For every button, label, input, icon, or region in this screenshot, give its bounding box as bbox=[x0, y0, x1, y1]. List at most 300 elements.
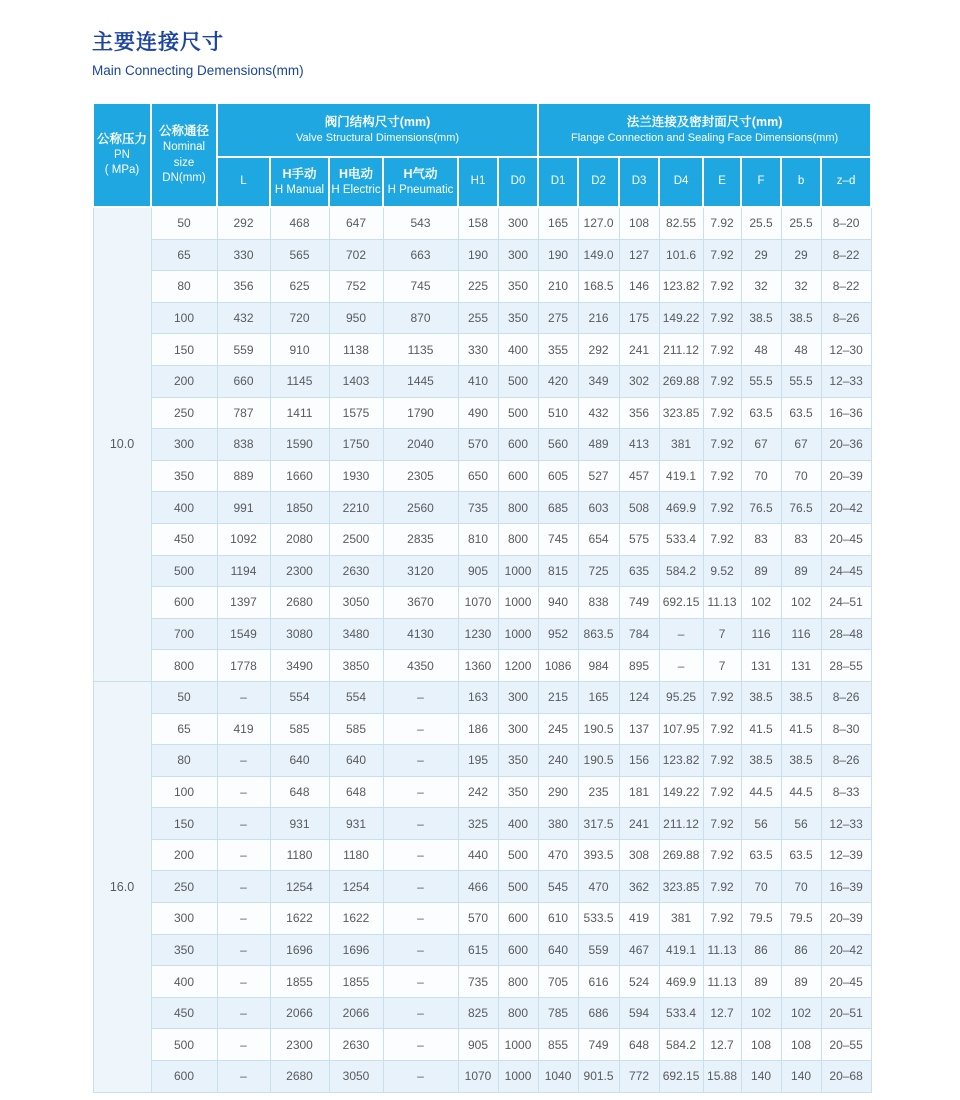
value-cell: 20–45 bbox=[821, 966, 871, 998]
table-row bbox=[93, 429, 871, 461]
dn-cell: 250 bbox=[151, 871, 217, 903]
table-row bbox=[93, 618, 871, 650]
value-cell: 825 bbox=[458, 997, 498, 1029]
value-cell: 901.5 bbox=[578, 1061, 619, 1093]
value-cell: 7.92 bbox=[703, 271, 741, 303]
value-cell: 2500 bbox=[329, 523, 383, 555]
value-cell: 603 bbox=[578, 492, 619, 524]
col-b: b bbox=[781, 157, 821, 207]
value-cell: 3490 bbox=[270, 650, 329, 682]
value-cell: – bbox=[383, 745, 458, 777]
value-cell: 8–26 bbox=[821, 745, 871, 777]
value-cell: 735 bbox=[458, 966, 498, 998]
value-cell: 70 bbox=[781, 460, 821, 492]
value-cell: 140 bbox=[741, 1061, 781, 1093]
table-row bbox=[93, 713, 871, 745]
value-cell: 400 bbox=[498, 334, 538, 366]
value-cell: 1000 bbox=[498, 1029, 538, 1061]
value-cell: 1790 bbox=[383, 397, 458, 429]
value-cell: 2040 bbox=[383, 429, 458, 461]
value-cell: 500 bbox=[498, 397, 538, 429]
value-cell: 140 bbox=[781, 1061, 821, 1093]
value-cell: 7.92 bbox=[703, 302, 741, 334]
value-cell: 101.6 bbox=[659, 239, 703, 271]
value-cell: 815 bbox=[538, 555, 578, 587]
value-cell: 2305 bbox=[383, 460, 458, 492]
value-cell: 355 bbox=[538, 334, 578, 366]
value-cell: 1000 bbox=[498, 587, 538, 619]
value-cell: 1092 bbox=[217, 523, 270, 555]
table-row bbox=[93, 808, 871, 840]
value-cell: 2080 bbox=[270, 523, 329, 555]
col-D0: D0 bbox=[498, 157, 538, 207]
col-H-pneumatic: H气动 H Pneumatic bbox=[383, 157, 458, 207]
value-cell: – bbox=[217, 997, 270, 1029]
value-cell: 20–36 bbox=[821, 429, 871, 461]
value-cell: 905 bbox=[458, 555, 498, 587]
value-cell: 7 bbox=[703, 650, 741, 682]
value-cell: 127.0 bbox=[578, 207, 619, 239]
value-cell: 8–20 bbox=[821, 207, 871, 239]
value-cell: 38.5 bbox=[781, 681, 821, 713]
header-dn: 公称通径 Nominal size DN(mm) bbox=[151, 103, 217, 207]
value-cell: 24–45 bbox=[821, 555, 871, 587]
value-cell: 400 bbox=[498, 808, 538, 840]
table-row bbox=[93, 239, 871, 271]
value-cell: 510 bbox=[538, 397, 578, 429]
value-cell: 931 bbox=[329, 808, 383, 840]
value-cell: 300 bbox=[498, 207, 538, 239]
dn-cell: 450 bbox=[151, 523, 217, 555]
table-row bbox=[93, 839, 871, 871]
value-cell: 705 bbox=[538, 966, 578, 998]
value-cell: 692.15 bbox=[659, 587, 703, 619]
value-cell: 349 bbox=[578, 365, 619, 397]
value-cell: 7.92 bbox=[703, 207, 741, 239]
value-cell: 86 bbox=[741, 934, 781, 966]
value-cell: 560 bbox=[538, 429, 578, 461]
value-cell: 32 bbox=[741, 271, 781, 303]
value-cell: – bbox=[217, 681, 270, 713]
value-cell: 1750 bbox=[329, 429, 383, 461]
value-cell: 594 bbox=[619, 997, 659, 1029]
value-cell: 350 bbox=[498, 745, 538, 777]
value-cell: 457 bbox=[619, 460, 659, 492]
value-cell: 83 bbox=[781, 523, 821, 555]
value-cell: 2630 bbox=[329, 555, 383, 587]
value-cell: 3050 bbox=[329, 587, 383, 619]
value-cell: 640 bbox=[538, 934, 578, 966]
pn-group-cell: 16.0 bbox=[93, 681, 151, 1092]
value-cell: 380 bbox=[538, 808, 578, 840]
dn-cell: 350 bbox=[151, 934, 217, 966]
value-cell: 108 bbox=[741, 1029, 781, 1061]
value-cell: 3120 bbox=[383, 555, 458, 587]
value-cell: – bbox=[383, 1029, 458, 1061]
table-row bbox=[93, 523, 871, 555]
value-cell: 702 bbox=[329, 239, 383, 271]
table-row bbox=[93, 271, 871, 303]
value-cell: 419.1 bbox=[659, 460, 703, 492]
value-cell: 7.92 bbox=[703, 397, 741, 429]
value-cell: 131 bbox=[741, 650, 781, 682]
value-cell: 190.5 bbox=[578, 745, 619, 777]
value-cell: 12.7 bbox=[703, 997, 741, 1029]
value-cell: 600 bbox=[498, 903, 538, 935]
value-cell: 7.92 bbox=[703, 839, 741, 871]
value-cell: 190.5 bbox=[578, 713, 619, 745]
value-cell: 168.5 bbox=[578, 271, 619, 303]
value-cell: 1070 bbox=[458, 1061, 498, 1093]
value-cell: – bbox=[217, 966, 270, 998]
col-F: F bbox=[741, 157, 781, 207]
col-z-d: z–d bbox=[821, 157, 871, 207]
value-cell: 1000 bbox=[498, 618, 538, 650]
value-cell: 12.7 bbox=[703, 1029, 741, 1061]
page-subtitle: Main Connecting Demensions(mm) bbox=[92, 63, 304, 78]
value-cell: 190 bbox=[458, 239, 498, 271]
value-cell: 543 bbox=[383, 207, 458, 239]
value-cell: 570 bbox=[458, 429, 498, 461]
value-cell: 137 bbox=[619, 713, 659, 745]
value-cell: 1855 bbox=[270, 966, 329, 998]
table-row bbox=[93, 492, 871, 524]
table-row bbox=[93, 903, 871, 935]
value-cell: – bbox=[383, 871, 458, 903]
value-cell: 1180 bbox=[270, 839, 329, 871]
value-cell: – bbox=[383, 1061, 458, 1093]
value-cell: 725 bbox=[578, 555, 619, 587]
table-row bbox=[93, 365, 871, 397]
value-cell: 647 bbox=[329, 207, 383, 239]
value-cell: 469.9 bbox=[659, 492, 703, 524]
value-cell: 610 bbox=[538, 903, 578, 935]
value-cell: 210 bbox=[538, 271, 578, 303]
value-cell: 211.12 bbox=[659, 808, 703, 840]
value-cell: 190 bbox=[538, 239, 578, 271]
value-cell: 2300 bbox=[270, 555, 329, 587]
value-cell: 25.5 bbox=[741, 207, 781, 239]
dn-cell: 50 bbox=[151, 681, 217, 713]
value-cell: 362 bbox=[619, 871, 659, 903]
value-cell: 29 bbox=[741, 239, 781, 271]
table-row bbox=[93, 207, 871, 239]
value-cell: 7.92 bbox=[703, 429, 741, 461]
value-cell: 55.5 bbox=[741, 365, 781, 397]
value-cell: 356 bbox=[217, 271, 270, 303]
value-cell: 2066 bbox=[270, 997, 329, 1029]
value-cell: 1590 bbox=[270, 429, 329, 461]
dn-cell: 400 bbox=[151, 492, 217, 524]
dn-cell: 300 bbox=[151, 903, 217, 935]
value-cell: 215 bbox=[538, 681, 578, 713]
value-cell: 432 bbox=[578, 397, 619, 429]
value-cell: 559 bbox=[578, 934, 619, 966]
value-cell: 1855 bbox=[329, 966, 383, 998]
value-cell: 489 bbox=[578, 429, 619, 461]
dn-cell: 80 bbox=[151, 745, 217, 777]
value-cell: – bbox=[217, 745, 270, 777]
value-cell: 3050 bbox=[329, 1061, 383, 1093]
value-cell: 308 bbox=[619, 839, 659, 871]
value-cell: 48 bbox=[781, 334, 821, 366]
table-row bbox=[93, 934, 871, 966]
value-cell: 1230 bbox=[458, 618, 498, 650]
value-cell: 420 bbox=[538, 365, 578, 397]
dn-cell: 50 bbox=[151, 207, 217, 239]
value-cell: 116 bbox=[781, 618, 821, 650]
value-cell: 533.4 bbox=[659, 997, 703, 1029]
col-D2: D2 bbox=[578, 157, 619, 207]
value-cell: 3670 bbox=[383, 587, 458, 619]
value-cell: 28–55 bbox=[821, 650, 871, 682]
value-cell: 63.5 bbox=[741, 839, 781, 871]
value-cell: 12–33 bbox=[821, 808, 871, 840]
value-cell: 1660 bbox=[270, 460, 329, 492]
value-cell: 533.5 bbox=[578, 903, 619, 935]
value-cell: 663 bbox=[383, 239, 458, 271]
value-cell: 575 bbox=[619, 523, 659, 555]
value-cell: 86 bbox=[781, 934, 821, 966]
value-cell: 467 bbox=[619, 934, 659, 966]
value-cell: 2210 bbox=[329, 492, 383, 524]
value-cell: – bbox=[383, 966, 458, 998]
value-cell: 508 bbox=[619, 492, 659, 524]
dn-cell: 100 bbox=[151, 302, 217, 334]
value-cell: 1397 bbox=[217, 587, 270, 619]
value-cell: 241 bbox=[619, 334, 659, 366]
value-cell: 300 bbox=[498, 713, 538, 745]
value-cell: 56 bbox=[741, 808, 781, 840]
value-cell: 855 bbox=[538, 1029, 578, 1061]
dn-cell: 150 bbox=[151, 334, 217, 366]
value-cell: 181 bbox=[619, 776, 659, 808]
value-cell: 108 bbox=[619, 207, 659, 239]
value-cell: 330 bbox=[458, 334, 498, 366]
value-cell: 102 bbox=[741, 997, 781, 1029]
value-cell: 984 bbox=[578, 650, 619, 682]
header-group-valve: 阀门结构尺寸(mm) Valve Structural Dimensions(mm) bbox=[217, 103, 538, 157]
value-cell: 7.92 bbox=[703, 808, 741, 840]
value-cell: 195 bbox=[458, 745, 498, 777]
value-cell: 275 bbox=[538, 302, 578, 334]
value-cell: 905 bbox=[458, 1029, 498, 1061]
value-cell: 3480 bbox=[329, 618, 383, 650]
value-cell: 70 bbox=[781, 871, 821, 903]
value-cell: 784 bbox=[619, 618, 659, 650]
value-cell: 635 bbox=[619, 555, 659, 587]
value-cell: 127 bbox=[619, 239, 659, 271]
value-cell: 350 bbox=[498, 302, 538, 334]
value-cell: 910 bbox=[270, 334, 329, 366]
value-cell: – bbox=[383, 713, 458, 745]
value-cell: 269.88 bbox=[659, 365, 703, 397]
value-cell: 11.13 bbox=[703, 966, 741, 998]
value-cell: 1696 bbox=[329, 934, 383, 966]
value-cell: 317.5 bbox=[578, 808, 619, 840]
table-row bbox=[93, 555, 871, 587]
value-cell: 863.5 bbox=[578, 618, 619, 650]
value-cell: 163 bbox=[458, 681, 498, 713]
value-cell: 216 bbox=[578, 302, 619, 334]
value-cell: 545 bbox=[538, 871, 578, 903]
value-cell: 38.5 bbox=[741, 302, 781, 334]
value-cell: 7.92 bbox=[703, 871, 741, 903]
header-group-flange: 法兰连接及密封面尺寸(mm) Flange Connection and Sealing Face Dimensions(mm) bbox=[538, 103, 871, 157]
value-cell: 76.5 bbox=[741, 492, 781, 524]
dn-cell: 200 bbox=[151, 839, 217, 871]
col-H1: H1 bbox=[458, 157, 498, 207]
dn-cell: 300 bbox=[151, 429, 217, 461]
value-cell: 95.25 bbox=[659, 681, 703, 713]
value-cell: 1138 bbox=[329, 334, 383, 366]
value-cell: 7.92 bbox=[703, 365, 741, 397]
value-cell: 1575 bbox=[329, 397, 383, 429]
value-cell: 1200 bbox=[498, 650, 538, 682]
value-cell: 38.5 bbox=[781, 745, 821, 777]
value-cell: 524 bbox=[619, 966, 659, 998]
value-cell: 29 bbox=[781, 239, 821, 271]
value-cell: 290 bbox=[538, 776, 578, 808]
value-cell: 20–39 bbox=[821, 903, 871, 935]
value-cell: 8–22 bbox=[821, 271, 871, 303]
value-cell: 468 bbox=[270, 207, 329, 239]
value-cell: 2835 bbox=[383, 523, 458, 555]
value-cell: 131 bbox=[781, 650, 821, 682]
table-row bbox=[93, 460, 871, 492]
value-cell: 2680 bbox=[270, 1061, 329, 1093]
table-row bbox=[93, 776, 871, 808]
col-L: L bbox=[217, 157, 270, 207]
value-cell: 1000 bbox=[498, 1061, 538, 1093]
value-cell: 381 bbox=[659, 903, 703, 935]
value-cell: 838 bbox=[578, 587, 619, 619]
value-cell: – bbox=[217, 808, 270, 840]
value-cell: 149.22 bbox=[659, 776, 703, 808]
value-cell: 685 bbox=[538, 492, 578, 524]
value-cell: 20–51 bbox=[821, 997, 871, 1029]
dn-cell: 600 bbox=[151, 587, 217, 619]
value-cell: – bbox=[383, 997, 458, 1029]
value-cell: 2680 bbox=[270, 587, 329, 619]
value-cell: 570 bbox=[458, 903, 498, 935]
value-cell: 82.55 bbox=[659, 207, 703, 239]
value-cell: 25.5 bbox=[781, 207, 821, 239]
value-cell: 79.5 bbox=[781, 903, 821, 935]
value-cell: 3850 bbox=[329, 650, 383, 682]
value-cell: 1135 bbox=[383, 334, 458, 366]
value-cell: 2066 bbox=[329, 997, 383, 1029]
value-cell: 67 bbox=[741, 429, 781, 461]
table-row bbox=[93, 650, 871, 682]
value-cell: 735 bbox=[458, 492, 498, 524]
value-cell: 648 bbox=[329, 776, 383, 808]
col-D3: D3 bbox=[619, 157, 659, 207]
value-cell: 89 bbox=[741, 966, 781, 998]
value-cell: 1254 bbox=[270, 871, 329, 903]
value-cell: 108 bbox=[781, 1029, 821, 1061]
value-cell: 565 bbox=[270, 239, 329, 271]
table-row bbox=[93, 1029, 871, 1061]
table-row bbox=[93, 871, 871, 903]
table-row bbox=[93, 302, 871, 334]
value-cell: 470 bbox=[578, 871, 619, 903]
value-cell: 1040 bbox=[538, 1061, 578, 1093]
dn-cell: 150 bbox=[151, 808, 217, 840]
value-cell: 7.92 bbox=[703, 713, 741, 745]
value-cell: 63.5 bbox=[781, 397, 821, 429]
dimensions-table bbox=[92, 102, 872, 1093]
value-cell: 12–33 bbox=[821, 365, 871, 397]
value-cell: 4350 bbox=[383, 650, 458, 682]
value-cell: 648 bbox=[619, 1029, 659, 1061]
dn-cell: 200 bbox=[151, 365, 217, 397]
value-cell: 1930 bbox=[329, 460, 383, 492]
value-cell: 8–33 bbox=[821, 776, 871, 808]
value-cell: 16–36 bbox=[821, 397, 871, 429]
value-cell: – bbox=[217, 934, 270, 966]
value-cell: 940 bbox=[538, 587, 578, 619]
value-cell: 300 bbox=[498, 681, 538, 713]
col-H-electric: H电动 H Electric bbox=[329, 157, 383, 207]
value-cell: 4130 bbox=[383, 618, 458, 650]
value-cell: 419 bbox=[619, 903, 659, 935]
value-cell: 381 bbox=[659, 429, 703, 461]
value-cell: 584.2 bbox=[659, 555, 703, 587]
value-cell: 490 bbox=[458, 397, 498, 429]
value-cell: – bbox=[383, 808, 458, 840]
value-cell: 292 bbox=[578, 334, 619, 366]
value-cell: 38.5 bbox=[741, 681, 781, 713]
dn-cell: 65 bbox=[151, 713, 217, 745]
dn-cell: 800 bbox=[151, 650, 217, 682]
value-cell: 1180 bbox=[329, 839, 383, 871]
value-cell: 48 bbox=[741, 334, 781, 366]
value-cell: 752 bbox=[329, 271, 383, 303]
value-cell: 600 bbox=[498, 429, 538, 461]
value-cell: 350 bbox=[498, 271, 538, 303]
col-H-manual: H手动 H Manual bbox=[270, 157, 329, 207]
value-cell: 1145 bbox=[270, 365, 329, 397]
value-cell: 11.13 bbox=[703, 587, 741, 619]
value-cell: 211.12 bbox=[659, 334, 703, 366]
value-cell: 24–51 bbox=[821, 587, 871, 619]
value-cell: 991 bbox=[217, 492, 270, 524]
value-cell: 838 bbox=[217, 429, 270, 461]
value-cell: 616 bbox=[578, 966, 619, 998]
value-cell: 419 bbox=[217, 713, 270, 745]
value-cell: 410 bbox=[458, 365, 498, 397]
value-cell: 56 bbox=[781, 808, 821, 840]
value-cell: 7.92 bbox=[703, 681, 741, 713]
value-cell: 584.2 bbox=[659, 1029, 703, 1061]
value-cell: 235 bbox=[578, 776, 619, 808]
value-cell: 107.95 bbox=[659, 713, 703, 745]
dn-cell: 500 bbox=[151, 1029, 217, 1061]
table-row bbox=[93, 997, 871, 1029]
value-cell: 605 bbox=[538, 460, 578, 492]
value-cell: 7.92 bbox=[703, 745, 741, 777]
value-cell: – bbox=[217, 1061, 270, 1093]
page-title: 主要连接尺寸 bbox=[92, 31, 224, 54]
value-cell: 2560 bbox=[383, 492, 458, 524]
value-cell: 44.5 bbox=[741, 776, 781, 808]
value-cell: 7.92 bbox=[703, 776, 741, 808]
value-cell: 67 bbox=[781, 429, 821, 461]
value-cell: 102 bbox=[781, 587, 821, 619]
value-cell: 692.15 bbox=[659, 1061, 703, 1093]
table-row bbox=[93, 397, 871, 429]
